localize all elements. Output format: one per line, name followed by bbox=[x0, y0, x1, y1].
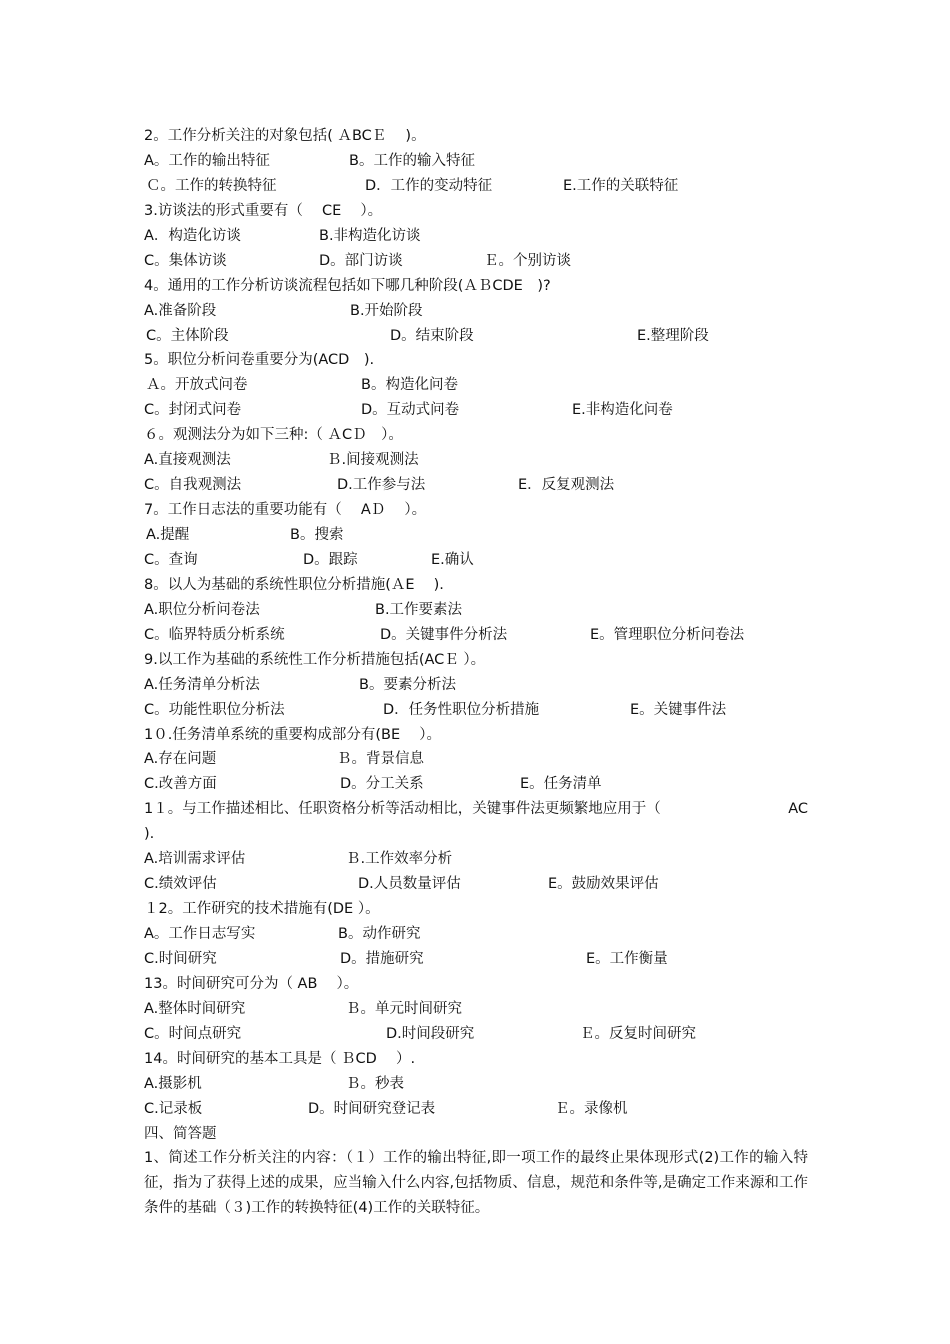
option-row bbox=[144, 1097, 808, 1122]
option-a: A．构造化访谈 bbox=[144, 227, 241, 244]
option-a: A.培训需求评估 bbox=[144, 851, 246, 868]
option-row bbox=[144, 1022, 808, 1047]
option-row bbox=[144, 772, 808, 797]
question-stem: １2。工作研究的技术措施有(DE ）。 bbox=[144, 901, 380, 918]
option-row bbox=[144, 398, 808, 423]
option-c: C.记录板 bbox=[144, 1100, 203, 1117]
option-e: E。关键事件法 bbox=[630, 701, 727, 718]
option-d: D。措施研究 bbox=[340, 950, 424, 967]
option-a: A.摄影机 bbox=[144, 1075, 202, 1092]
option-a: A.整体时间研究 bbox=[144, 1000, 246, 1017]
option-d: D。跟踪 bbox=[303, 551, 358, 568]
option-row bbox=[144, 473, 808, 498]
option-e: E。鼓励效果评估 bbox=[548, 876, 659, 893]
option-e: E。任务清单 bbox=[520, 776, 602, 793]
option-a: A.准备阶段 bbox=[144, 302, 217, 319]
option-d: D．任务性职位分析措施 bbox=[383, 701, 540, 718]
option-row bbox=[144, 673, 808, 698]
option-b: Ｂ.工作效率分析 bbox=[346, 851, 453, 868]
option-a: Ａ。开放式问卷 bbox=[146, 377, 248, 394]
option-d: D.人员数量评估 bbox=[358, 876, 461, 893]
option-b: B.非构造化访谈 bbox=[319, 227, 421, 244]
option-row bbox=[144, 698, 808, 723]
option-b: B。搜索 bbox=[290, 527, 344, 543]
option-c: C。主体阶段 bbox=[146, 327, 229, 344]
option-row bbox=[144, 548, 808, 573]
short-answer-paragraph: 1、简述工作分析关注的内容：（１）工作的输出特征,即一项工作的最终止果体现形式(2)工作的输入特征，指为了获得上述的成果，应当输入什么内容,包括物质、信息，规范和条件等,是确定工作来源和工作条件的基础（３)工作的转换特征(4)工作的关联特征。 bbox=[144, 1150, 808, 1217]
question-stem: 5。职位分析问卷重要分为(ACD ). bbox=[144, 352, 375, 369]
option-c: C.绩效评估 bbox=[144, 876, 217, 893]
option-a: A.直接观测法 bbox=[144, 452, 231, 469]
question-stem: 13。时间研究可分为（ AB ）。 bbox=[144, 975, 359, 992]
option-d: D。关键事件分析法 bbox=[380, 626, 508, 643]
option-row bbox=[144, 947, 808, 972]
option-d: D。互动式问卷 bbox=[361, 402, 460, 419]
option-e: E.整理阶段 bbox=[637, 327, 709, 344]
option-a: A.任务清单分析法 bbox=[144, 676, 260, 693]
option-b: B。要素分析法 bbox=[359, 676, 456, 693]
option-b: B。工作的输入特征 bbox=[349, 152, 475, 169]
option-row bbox=[144, 373, 808, 398]
option-e: E。工作衡量 bbox=[586, 950, 668, 967]
option-b: B。构造化问卷 bbox=[361, 377, 458, 394]
option-row bbox=[144, 747, 808, 772]
option-e: Ｅ。录像机 bbox=[555, 1100, 628, 1117]
option-row bbox=[144, 448, 808, 473]
question-stem: 14。时间研究的基本工具是（ ＢCD ）. bbox=[144, 1050, 416, 1067]
option-row bbox=[144, 872, 808, 897]
option-row bbox=[144, 249, 808, 274]
option-c: Ｃ。工作的转换特征 bbox=[146, 177, 277, 194]
option-row bbox=[144, 1072, 808, 1097]
option-d: D。结束阶段 bbox=[390, 327, 474, 344]
option-c: C.时间研究 bbox=[144, 950, 217, 967]
option-a: A.存在问题 bbox=[144, 751, 217, 768]
option-c: C。查询 bbox=[144, 551, 198, 568]
option-c: C。功能性职位分析法 bbox=[144, 701, 285, 718]
option-row bbox=[144, 224, 808, 249]
option-e: Ｅ。反复时间研究 bbox=[580, 1025, 696, 1042]
question-stem: 2。工作分析关注的对象包括( ＡBCＥ )。 bbox=[144, 128, 426, 144]
option-row bbox=[144, 598, 808, 623]
option-c: C.改善方面 bbox=[144, 776, 217, 793]
question-stem: 9.以工作为基础的系统性工作分析措施包括(ACＥ ）。 bbox=[144, 651, 486, 668]
option-d: D。分工关系 bbox=[340, 776, 424, 793]
option-row bbox=[144, 149, 808, 174]
option-row bbox=[144, 922, 808, 947]
option-b: Ｂ.间接观测法 bbox=[327, 452, 419, 469]
option-row bbox=[144, 997, 808, 1022]
option-row bbox=[144, 174, 808, 199]
option-b: B.开始阶段 bbox=[350, 302, 423, 319]
option-e: E.确认 bbox=[431, 551, 474, 568]
question-stem: 1１。与工作描述相比、任职资格分析等活动相比，关键事件法更频繁地应用于（ bbox=[144, 801, 661, 818]
option-row bbox=[144, 847, 808, 872]
option-d: D。时间研究登记表 bbox=[308, 1100, 436, 1117]
option-a: A.职位分析问卷法 bbox=[144, 601, 260, 618]
option-a: A.提醒 bbox=[146, 527, 190, 543]
question-stem: ６。观测法分为如下三种:（ ＡCＤ ）。 bbox=[144, 427, 403, 444]
option-row bbox=[144, 324, 808, 349]
option-a: A。工作的输出特征 bbox=[144, 152, 270, 169]
option-c: C。封闭式问卷 bbox=[144, 402, 242, 419]
option-e: E.非构造化问卷 bbox=[572, 402, 673, 419]
option-c: C。临界特质分析系统 bbox=[144, 626, 285, 643]
option-e: E.工作的关联特征 bbox=[563, 177, 679, 194]
option-e: E。管理职位分析问卷法 bbox=[590, 626, 745, 643]
option-b: B。动作研究 bbox=[338, 926, 421, 943]
option-b: B.工作要素法 bbox=[375, 601, 463, 618]
option-row bbox=[144, 523, 808, 548]
question-stem-wrapped bbox=[144, 797, 808, 847]
option-d: D.工作参与法 bbox=[337, 477, 426, 494]
option-d: D.时间段研究 bbox=[386, 1025, 475, 1042]
question-stem: 4。通用的工作分析访谈流程包括如下哪几种阶段(ＡＢCDE )? bbox=[144, 277, 551, 294]
question-stem: 8。以人为基础的系统性职位分析措施(ＡE ). bbox=[144, 576, 444, 593]
option-e: E．反复观测法 bbox=[518, 477, 615, 494]
option-b: Ｂ。秒表 bbox=[346, 1075, 404, 1092]
question-answer: AC bbox=[788, 801, 808, 818]
option-e: Ｅ。个别访谈 bbox=[484, 252, 571, 269]
option-d: D。部门访谈 bbox=[319, 252, 403, 269]
option-row bbox=[144, 623, 808, 648]
document-page bbox=[144, 124, 808, 1221]
section-title: 四、简答题 bbox=[144, 1125, 217, 1142]
question-stem: 1０.任务清单系统的重要构成部分有(BE ）。 bbox=[144, 726, 441, 743]
option-c: C。集体访谈 bbox=[144, 252, 227, 269]
option-b: Ｂ。单元时间研究 bbox=[346, 1000, 462, 1017]
option-row bbox=[144, 299, 808, 324]
option-d: D．工作的变动特征 bbox=[365, 177, 493, 194]
option-c: C。自我观测法 bbox=[144, 477, 242, 494]
question-stem: 7。工作日志法的重要功能有（ AＤ ）。 bbox=[144, 502, 427, 519]
question-stem-end: ). bbox=[144, 826, 155, 843]
option-b: Ｂ。背景信息 bbox=[337, 751, 424, 768]
option-c: C。时间点研究 bbox=[144, 1025, 242, 1042]
option-a: A。工作日志写实 bbox=[144, 926, 256, 943]
question-stem: 3.访谈法的形式重要有（ CE ）。 bbox=[144, 202, 383, 219]
